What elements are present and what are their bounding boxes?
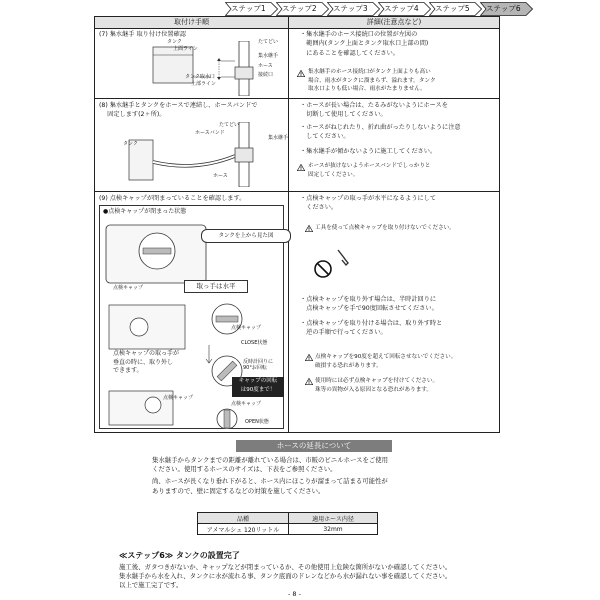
step-label-4: ステップ4: [384, 4, 419, 13]
completion-line-2: 集水継手から水を入れ、タンクに水が流れる事、タンク底面のドレンなどから水が漏れない事を確認してください。: [119, 572, 452, 580]
label-fitting-8: 集水継手: [268, 135, 289, 141]
column-divider: [288, 17, 289, 432]
label-drainpipe: たてどい: [258, 39, 279, 45]
warning-icon: [305, 354, 313, 361]
cap-label-3: 点検キャップ: [163, 395, 194, 401]
label-fitting: 集水継手: [258, 53, 279, 59]
label-tank-8: タンク: [123, 141, 138, 147]
open-state-label: OPEN状態: [245, 419, 269, 425]
row8-warning: ホースが抜けないようホースバンドでしっかりと 固定してください。: [308, 163, 431, 178]
row9-removal: ・点検キャップを取り外す場合は、半時計回りに 点検キャップを手で90度回転させてください。: [300, 296, 438, 313]
step-label-3: ステップ3: [333, 4, 368, 13]
completion-line-1: 施工後、ガタつきがないか、キャップなどが閉まっているか、その他使用上危険な箇所がないか確認してください。: [119, 563, 452, 571]
top-view-callout: タンクを上から見た図: [201, 229, 291, 243]
turn-note-1: 反時計回りに: [243, 359, 274, 365]
table-cell-diameter: 32mm: [289, 524, 378, 535]
table-header-hose-diameter: 適用ホース内径: [289, 513, 378, 524]
hose-paragraph-2: ください。使用するホースのサイズは、下表をご参照ください。: [152, 465, 337, 473]
warning-icon: [305, 378, 313, 385]
step-navigation: [225, 2, 531, 16]
step-label-6: ステップ6: [486, 4, 521, 13]
cap-use-warning: 使用時には必ず点検キャップを付けてください。 珠等の異物が入る原因となる恐れがあります。: [315, 378, 439, 393]
step-tab-5: [429, 2, 482, 16]
step-tab-4: [378, 2, 431, 16]
completion-line-3: 以上で施工完了です。: [119, 581, 183, 589]
row9-detail: ・点検キャップの取っ手が水平になるようにして ください。: [300, 195, 437, 212]
step-label-5: ステップ5: [435, 4, 470, 13]
step-tab-1: [225, 2, 278, 16]
row7-detail: ・集水継手のホース接続口の位置が左図の 範囲内(タンク上面とタンク取水口上部の間) にあることを確認してください。: [300, 31, 429, 57]
step-label-1: ステップ1: [231, 4, 266, 13]
close-state-label: CLOSE状態: [241, 340, 268, 346]
cap-label-1: 点検キャップ: [113, 285, 144, 291]
hose-extension-title: ホースの延長について: [236, 440, 392, 452]
row-divider-7: [95, 98, 499, 99]
step-tab-3: [327, 2, 380, 16]
label-band: ホースバンド: [195, 130, 225, 136]
row8-title: (8) 集水継手とタンクをホースで連結し、ホースバンドで 固定します(2ヶ所)。: [99, 102, 258, 119]
no-tool-warning: 工具を使って点検キャップを取り付けないでください。: [315, 225, 455, 231]
label-port: 接続口: [258, 72, 274, 78]
cap-label-2: 点検キャップ: [231, 325, 262, 331]
wrench-icon: [335, 247, 351, 267]
row7-title: (7) 集水継手 取り付け位置確認: [99, 31, 186, 38]
label-drainpipe-8: たてどい: [219, 122, 240, 128]
instruction-table: [94, 16, 500, 433]
handle-horizontal-callout: 取っ手は水平: [184, 280, 248, 293]
cap-label-4: 点検キャップ: [231, 401, 262, 407]
row-divider-8: [95, 191, 499, 192]
vertical-removal-note: 点検キャップの取っ手が 垂直の時に、取り外し できます。: [113, 350, 180, 375]
label-tank: タンク: [167, 39, 182, 45]
rotate-warning: 点検キャップを90度を超えて回転させないでください。 破損する恐れがあります。: [315, 354, 457, 369]
row9-attach: ・点検キャップを取り付ける場合は、取り外す時と 逆の手順で行ってください。: [300, 320, 443, 337]
step-tab-6-active: [480, 2, 533, 16]
closed-state-label: ●点検キャップが閉まった状態: [103, 208, 187, 215]
step-label-2: ステップ2: [282, 4, 317, 13]
rotation-limit-badge: キャップの回転 は90度まで！: [232, 377, 284, 397]
warning-icon: [297, 164, 305, 171]
table-cell-product: アメマルシェ 120リットル: [198, 524, 289, 535]
row9-title: (9) 点検キャップが閉まっていることを確認します。: [99, 195, 246, 202]
header-procedure: 取付け手順: [95, 17, 288, 29]
row8-detail-1: ・ホースが長い場合は、たるみがないようにホースを 切断して使用してください。: [300, 102, 448, 119]
row8-detail-3: ・集水継手が傾かないように施工してください。: [300, 148, 437, 155]
label-hose-8: ホース: [213, 173, 228, 179]
hose-paragraph-3: 尚、ホースが長くなり垂れ下がると、ホース内にほこりが溜まって詰まる可能性が: [152, 477, 388, 485]
completion-title: ≪ステップ6≫ タンクの設置完了: [119, 551, 240, 560]
label-outlet: タンク取水口: [185, 74, 215, 80]
step-tab-2: [276, 2, 329, 16]
label-tank-top: 上面ライン: [173, 46, 198, 52]
label-outlet-top: 上部ライン: [191, 81, 216, 87]
turn-note-2: 90°お回転: [243, 365, 267, 371]
header-details: 詳細(注意点など): [289, 17, 499, 29]
page-number: - 8 -: [288, 590, 301, 598]
warning-icon: [297, 70, 305, 77]
hose-size-table: [197, 512, 378, 535]
prohibited-icon: [313, 259, 333, 279]
hose-paragraph-1: 集水継手からタンクまでの距離が離れている場合は、市販のビニルホースをご使用: [152, 456, 389, 464]
row8-detail-2: ・ホースがねじれたり、折れ曲がったりしないように注意 してください。: [300, 124, 461, 141]
hose-paragraph-4: ありますので、壁に固定するなどの対策を施してください。: [152, 487, 325, 495]
table-header-product: 品種: [198, 513, 289, 524]
warning-icon: [305, 225, 313, 232]
row7-warning: 集水継手のホース接続口がタンク上面よりも高い 場合、雨水がタンクに溜まらず、溢れます。タンク 取水口よりも低い場合、雨水がたまりません。: [308, 69, 436, 92]
label-hose: ホース: [258, 63, 273, 69]
